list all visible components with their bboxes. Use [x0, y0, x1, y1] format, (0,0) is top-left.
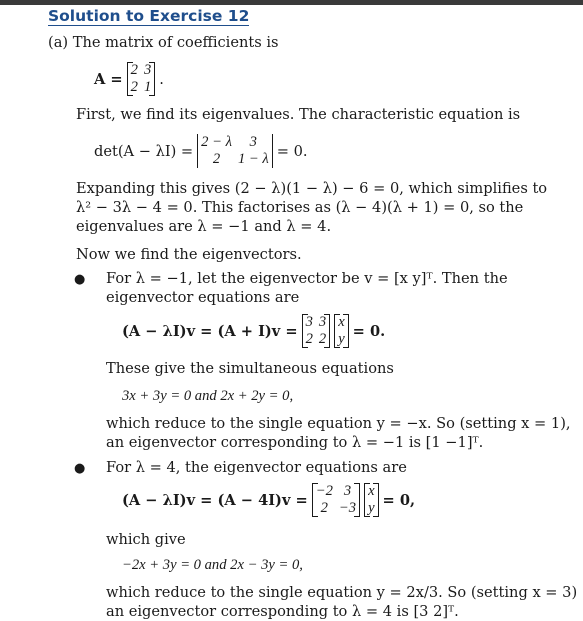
- top-bar: [0, 0, 583, 5]
- case1-intro-2: eigenvector equations are: [106, 289, 300, 306]
- bullet-1: ●: [74, 272, 86, 287]
- case2-reduce-1: which reduce to the single equation y = 2x/3. So (setting x = 3): [106, 584, 578, 601]
- case1-reduce-2: an eigenvector corresponding to λ = −1 is [1 −1]ᵀ.: [106, 434, 484, 451]
- expand-line-3: eigenvalues are λ = −1 and λ = 4.: [76, 218, 332, 235]
- case1-vector: x y: [334, 314, 348, 348]
- case2-reduce-2: an eigenvector corresponding to λ = 4 is [3 2]ᵀ.: [106, 603, 459, 620]
- case1-simultaneous: 3x + 3y = 0 and 2x + 2y = 0,: [122, 388, 294, 404]
- matrix-a-equation: A = 2 3 2 1 .: [94, 62, 164, 95]
- expand-line-1: Expanding this gives (2 − λ)(1 − λ) − 6 = 0, which simplifies to: [76, 180, 548, 197]
- case1-reduce-1: which reduce to the single equation y = −x. So (setting x = 1),: [106, 415, 571, 432]
- case1-intro-1: For λ = −1, let the eigenvector be v = [x y]ᵀ. Then the: [106, 270, 508, 287]
- eigenvector-intro: Now we find the eigenvectors.: [76, 246, 302, 263]
- part-a-intro: (a) The matrix of coefficients is: [48, 34, 279, 51]
- case2-simultaneous: −2x + 3y = 0 and 2x − 3y = 0,: [122, 557, 303, 573]
- expand-line-2: λ² − 3λ − 4 = 0. This factorises as (λ − 4)(λ + 1) = 0, so the: [76, 199, 524, 216]
- case1-equation: (A − λI)v = (A + I)v = 3 3 2 2 x y = 0.: [122, 314, 386, 347]
- case2-intro: For λ = 4, the eigenvector equations are: [106, 459, 407, 476]
- matrix-a: 2 3 2 1: [127, 62, 156, 96]
- case2-equation: (A − λI)v = (A − 4I)v = −2 3 2 −3 x y = 0,: [122, 483, 416, 516]
- case1-these: These give the simultaneous equations: [106, 360, 394, 377]
- bullet-2: ●: [74, 461, 86, 476]
- case2-give: which give: [106, 531, 186, 548]
- eigen-intro: First, we find its eigenvalues. The characteristic equation is: [76, 106, 521, 123]
- case1-matrix: 3 3 2 2: [302, 314, 331, 348]
- solution-heading: Solution to Exercise 12: [48, 7, 250, 25]
- case2-matrix: −2 3 2 −3: [312, 483, 360, 517]
- matrix-a-label: A =: [94, 70, 123, 88]
- determinant: 2 − λ 3 2 1 − λ: [197, 134, 273, 168]
- characteristic-equation: det(A − λI) = 2 − λ 3 2 1 − λ = 0.: [94, 134, 308, 167]
- case2-vector: x y: [364, 483, 378, 517]
